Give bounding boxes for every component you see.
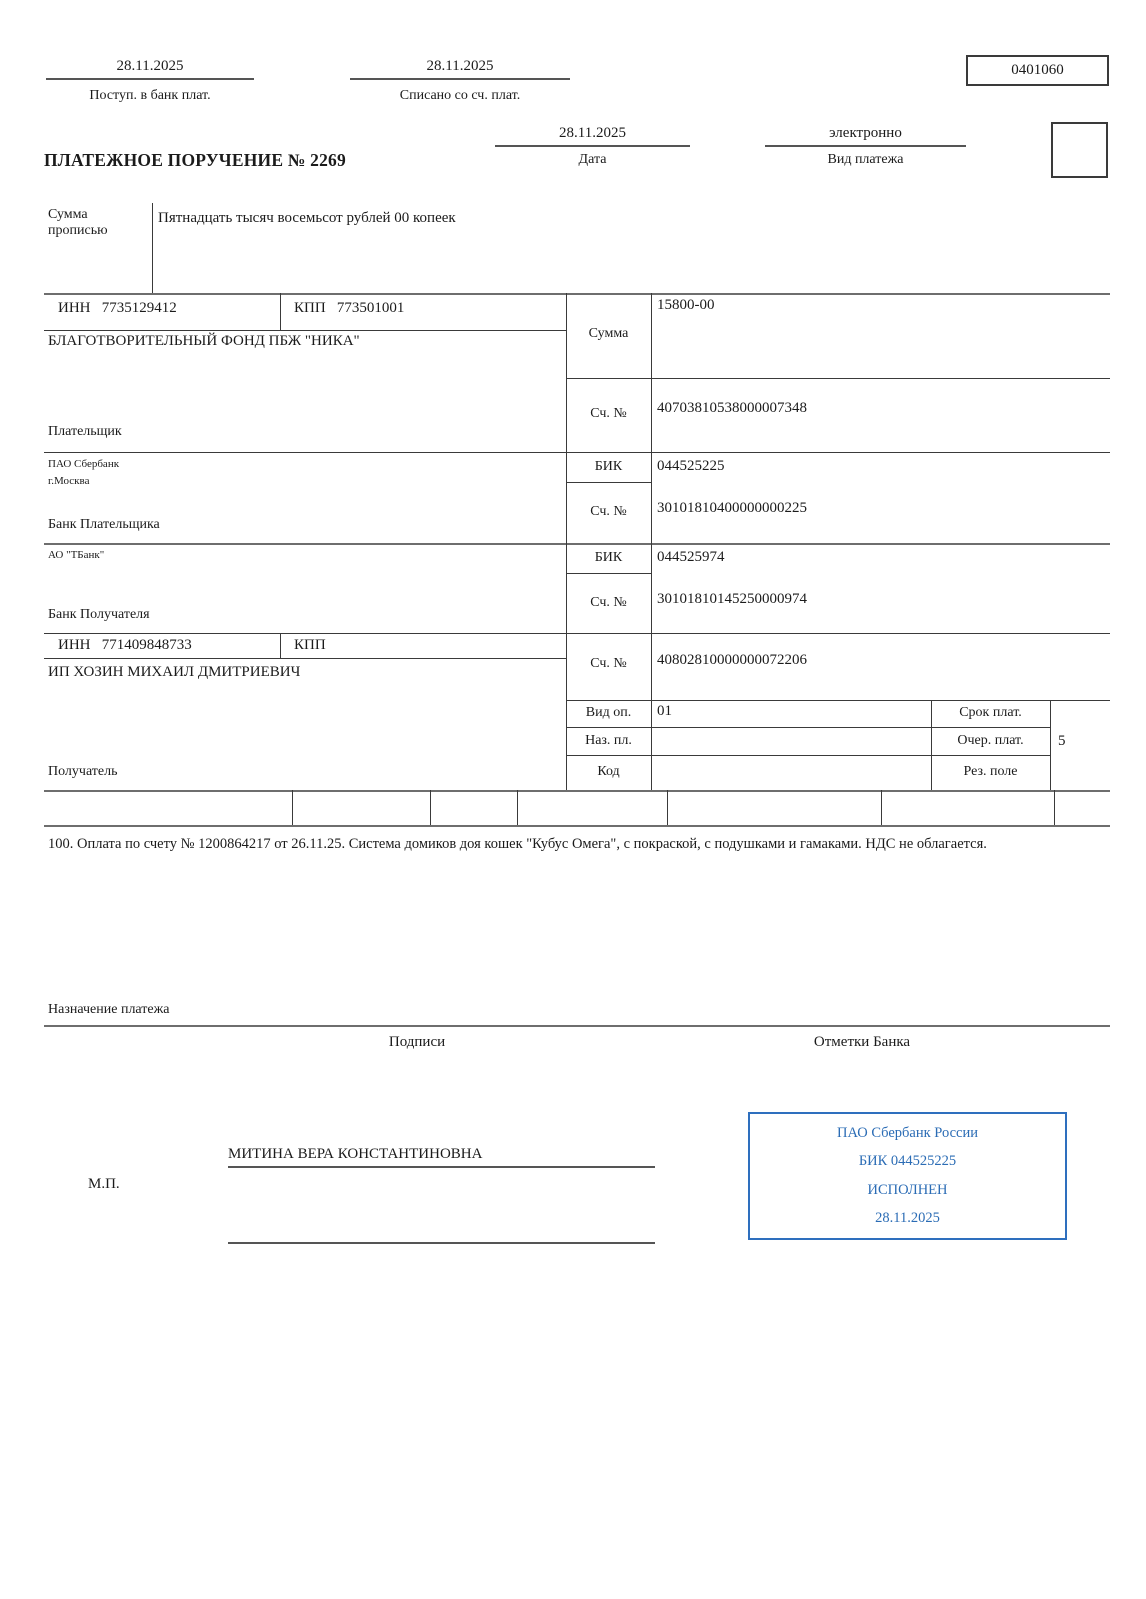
payment-purpose-text: 100. Оплата по счету № 1200864217 от 26.11.25. Система домиков доя кошек "Кубус Омега", с покраской, с подушками и гамаками. НДС не облагается. (48, 836, 987, 852)
table-line (44, 633, 1110, 634)
table-line (292, 790, 293, 825)
operation-type-label: Вид оп. (585, 705, 632, 720)
payee-label: Получатель (48, 764, 118, 779)
payment-purpose-label: Назначение платежа (48, 1002, 170, 1017)
payment-kind-value: электронно (765, 125, 966, 147)
code-label: Код (597, 764, 620, 779)
table-line (44, 658, 566, 659)
amount-in-words-label: Сумма прописью (48, 207, 108, 239)
payee-account-label: Сч. № (590, 656, 627, 671)
payee-inn-field (58, 637, 192, 654)
priority-value: 5 (1058, 733, 1066, 749)
payer-bank-bik-label: БИК (594, 459, 623, 474)
table-line (651, 293, 652, 790)
table-line (667, 790, 668, 825)
table-line (280, 293, 281, 330)
payer-bank-corr-value: 30101810400000000225 (657, 500, 807, 516)
table-line (44, 330, 566, 331)
due-date-label: Срок плат. (959, 705, 1022, 720)
payer-account-label: Сч. № (590, 406, 627, 421)
signatures-title: Подписи (388, 1034, 446, 1050)
payee-inn-label: ИНН (58, 637, 91, 653)
payer-bank-label: Банк Плательщика (48, 517, 160, 532)
table-line (44, 543, 1110, 545)
table-line (1050, 700, 1051, 790)
table-line (517, 790, 518, 825)
payee-bank-bik-label: БИК (594, 550, 623, 565)
signer-name: МИТИНА ВЕРА КОНСТАНТИНОВНА (228, 1146, 483, 1162)
status-empty-box (1051, 122, 1108, 178)
payer-kpp-field (294, 300, 404, 317)
payee-account-value: 40802810000000072206 (657, 652, 807, 668)
payment-kind-label: Вид платежа (827, 152, 904, 167)
sum-label: Сумма (588, 326, 629, 341)
payee-bank-label: Банк Получателя (48, 607, 150, 622)
payee-bank-bik-value: 044525974 (657, 549, 725, 565)
payee-bank-corr-value: 30101810145250000974 (657, 591, 807, 607)
payee-kpp-label: КПП (294, 637, 326, 653)
table-line (566, 755, 1050, 756)
table-line (44, 790, 1110, 792)
table-line (566, 700, 1110, 701)
document-title: ПЛАТЕЖНОЕ ПОРУЧЕНИЕ № 2269 (44, 150, 346, 170)
payer-kpp-value: 773501001 (336, 300, 405, 316)
table-line (566, 727, 1050, 728)
debited-date-value: 28.11.2025 (350, 58, 570, 80)
table-line (44, 452, 1110, 453)
payer-bank-bik-value: 044525225 (657, 458, 725, 474)
payer-account-value: 40703810538000007348 (657, 400, 807, 416)
payer-bank-name-line2: г.Москва (48, 475, 90, 487)
sum-value: 15800-00 (657, 297, 715, 313)
operation-type-value: 01 (657, 703, 672, 719)
table-line (44, 1025, 1110, 1027)
payer-label: Плательщик (48, 424, 122, 439)
table-line (566, 482, 651, 483)
table-line (566, 378, 1110, 379)
stamp-place-label: М.П. (88, 1176, 120, 1192)
reserve-field-label: Рез. поле (963, 764, 1018, 779)
payer-bank-name-line1: ПАО Сбербанк (48, 458, 120, 470)
doc-date-label: Дата (578, 152, 607, 167)
debited-date-label: Списано со сч. плат. (399, 88, 521, 103)
table-line (881, 790, 882, 825)
purpose-code-label: Наз. пл. (585, 733, 632, 748)
table-line (44, 293, 1110, 295)
payee-bank-corr-label: Сч. № (590, 595, 627, 610)
payee-kpp-field (294, 637, 337, 654)
table-line (566, 573, 651, 574)
table-line (430, 790, 431, 825)
priority-label: Очер. плат. (957, 733, 1024, 748)
table-line (1054, 790, 1055, 825)
payee-name: ИП ХОЗИН МИХАИЛ ДМИТРИЕВИЧ (48, 664, 301, 680)
stamp-date: 28.11.2025 (875, 1209, 940, 1226)
bank-stamp (748, 1112, 1067, 1240)
form-code: 0401060 (1011, 62, 1064, 78)
received-date-label: Поступ. в банк плат. (89, 88, 211, 103)
received-date-value: 28.11.2025 (46, 58, 254, 80)
divider (152, 203, 153, 293)
payer-kpp-label: КПП (294, 300, 326, 316)
doc-date-value: 28.11.2025 (495, 125, 690, 147)
payee-inn-value: 771409848733 (101, 637, 192, 653)
amount-in-words: Пятнадцать тысяч восемьсот рублей 00 копеек (158, 210, 456, 226)
form-code-box (966, 55, 1109, 86)
signature-line (228, 1242, 655, 1244)
signature-line (228, 1166, 655, 1168)
stamp-status: ИСПОЛНЕН (867, 1181, 948, 1198)
payer-name: БЛАГОТВОРИТЕЛЬНЫЙ ФОНД ПБЖ "НИКА" (48, 333, 360, 349)
stamp-bank-name: ПАО Сбербанк России (837, 1125, 978, 1142)
bank-marks-title: Отметки Банка (813, 1034, 911, 1050)
payee-bank-name: АО "ТБанк" (48, 549, 105, 561)
payer-inn-value: 7735129412 (101, 300, 177, 316)
stamp-bik: БИК 044525225 (858, 1153, 957, 1170)
payer-inn-field (58, 300, 177, 317)
payer-inn-label: ИНН (58, 300, 91, 316)
table-line (280, 633, 281, 658)
table-line (44, 825, 1110, 827)
payer-bank-corr-label: Сч. № (590, 504, 627, 519)
